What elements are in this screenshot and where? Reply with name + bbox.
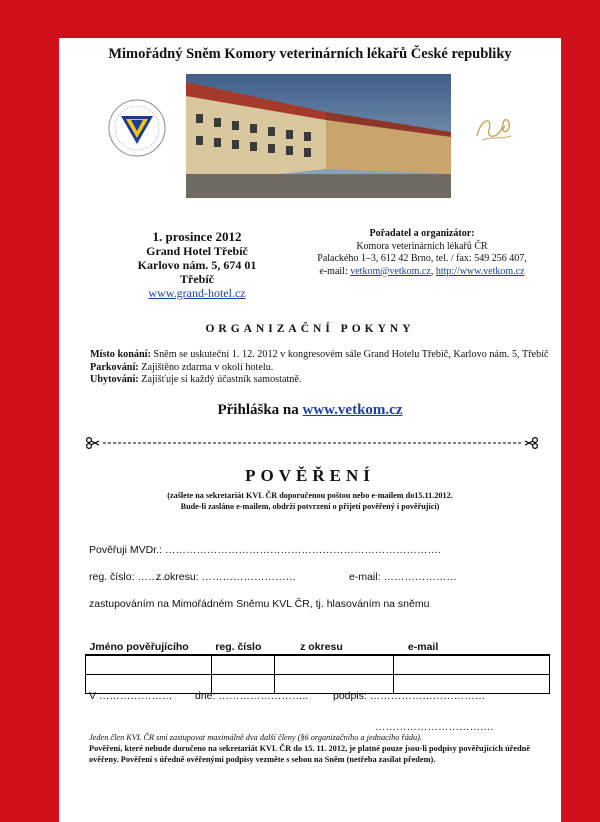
organizer-name: Komora veterinárních lékařů ČR — [356, 240, 488, 252]
organizer-address: Palackého 1–3, 612 42 Brno, tel. / fax: 549 256 407, — [317, 253, 527, 264]
table-cell[interactable] — [211, 655, 274, 675]
table-cell[interactable] — [394, 655, 550, 675]
scissors-icon — [87, 438, 99, 449]
delegators-table — [85, 640, 550, 694]
table-header: z okresu — [274, 640, 394, 655]
notes — [89, 732, 551, 765]
instructions-text — [90, 349, 550, 387]
table-row — [86, 655, 550, 675]
organizer-email-label: e-mail: — [319, 265, 351, 277]
reg-number-field[interactable]: reg. číslo: ……… — [89, 571, 169, 583]
organizer-web-link[interactable]: http://www.vetkom.cz — [435, 265, 525, 277]
poverovani-title: POVĚŘENÍ — [245, 466, 375, 485]
signup-line — [59, 402, 561, 419]
poverovani-subtitle-line1: (zašlete na sekretariát KVL ČR doporučenou poštou nebo e-mailem do15.11.2012. — [167, 491, 453, 500]
table-header: reg. číslo — [211, 640, 274, 655]
organizer-sep: , — [430, 265, 436, 277]
place-label: Místo konání: — [90, 349, 151, 360]
hotel-photo — [186, 74, 451, 198]
signup-label: Přihláška na — [217, 402, 303, 418]
instructions-heading: ORGANIZAČNÍ POKYNY — [205, 323, 415, 335]
table-header: e-mail — [394, 640, 550, 655]
page-title: Mimořádný Sněm Komory veterinárních lékařů České republiky — [108, 46, 512, 62]
email-field[interactable]: e-mail: ………………… — [349, 571, 457, 583]
document-page — [59, 38, 561, 822]
event-address: Karlovo nám. 5, 674 01 Třebíč — [137, 258, 257, 286]
date-field[interactable]: dne: …………………….. — [195, 690, 309, 702]
mvdr-field[interactable]: Pověřuji MVDr.: ……………………………………………………………………. — [89, 544, 441, 556]
cut-line — [86, 436, 538, 450]
poverovani-subtitle — [99, 490, 521, 512]
district-field[interactable]: z okresu: ……………………… — [156, 571, 297, 583]
signup-link[interactable]: www.vetkom.cz — [302, 402, 403, 418]
lodging-text: Zajišťuje si každý účastník samostatně. — [138, 374, 302, 385]
note-delivery: Pověření, které nebude doručeno na sekretariát KVL ČR do 15. 11. 2012, je platné pouze jsou-li podpisy pověřujících úředně ověřeny. Pověření s úředně ověřenými podpisy vezměte s sebou na Sněm (netřeba zasílat předem). — [89, 744, 530, 764]
poverovani-subtitle-line2: Bude-li zasláno e-mailem, obdrží potvrzení o přijetí pověřený i pověřující) — [180, 502, 440, 511]
representation-text: zastupováním na Mimořádném Sněmu KVL ČR, tj. hlasováním na sněmu — [89, 598, 430, 610]
event-date: 1. prosince 2012 — [152, 229, 242, 244]
table-header-row — [86, 640, 550, 655]
organizer-email-link[interactable]: vetkom@vetkom.cz — [350, 265, 431, 277]
lodging-label: Ubytování: — [90, 374, 139, 385]
parking-label: Parkování: — [90, 361, 139, 373]
place-text: Sněm se uskuteční 1. 12. 2012 v kongresovém sále Grand Hotelu Třebíč, Karlovo nám. 5, Třebíč — [150, 349, 549, 360]
event-venue: Grand Hotel Třebíč — [146, 244, 248, 258]
signature-field-line2[interactable]: ……………………………. — [375, 721, 494, 733]
table-header: Jméno pověřujícího — [86, 640, 212, 655]
scissors-icon — [525, 438, 537, 449]
signature-image — [471, 110, 517, 146]
organizer-info — [291, 228, 553, 278]
table-cell[interactable] — [274, 655, 394, 675]
kvl-emblem-logo — [107, 98, 167, 158]
note-limit: Jeden člen KVL ČR smí zastupovat maximálně dva další členy (§6 organizačního a jednacího řádu). — [89, 733, 422, 742]
organizer-heading: Pořadatel a organizátor: — [369, 228, 475, 239]
signature-field[interactable]: podpis: …………………………… — [333, 690, 486, 702]
table-cell[interactable] — [86, 655, 212, 675]
event-info — [121, 230, 273, 300]
parking-text: Zajištěno zdarma v okolí hotelu. — [138, 361, 274, 373]
venue-website-link[interactable]: www.grand-hotel.cz — [148, 286, 246, 300]
place-field[interactable]: V ………………… — [89, 690, 173, 702]
